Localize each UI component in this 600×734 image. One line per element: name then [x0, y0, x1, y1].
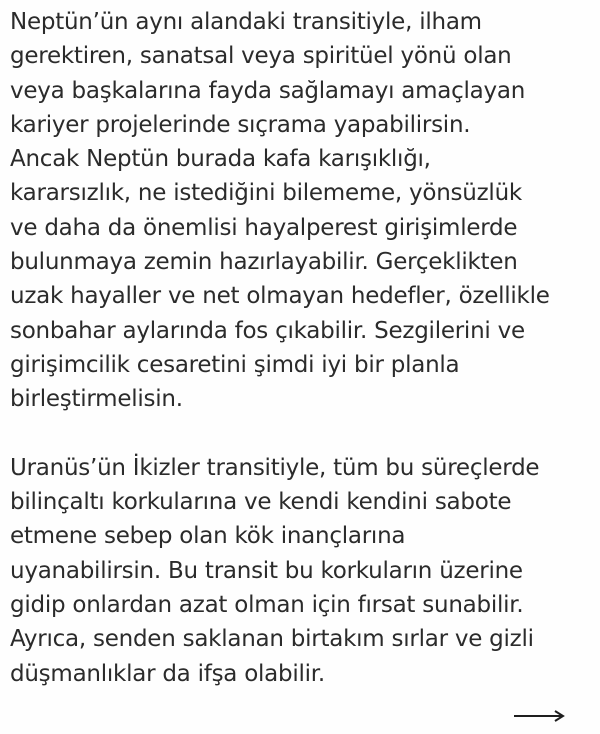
text-line: bilinçaltı korkularına ve kendi kendini sabote [10, 489, 512, 516]
next-page-button[interactable] [512, 708, 568, 724]
paragraph-uranus [10, 451, 595, 691]
text-line: ve daha da önemlisi hayalperest girişimlerde [10, 214, 518, 241]
text-line: etmene sebep olan kök inançlarına [10, 523, 406, 550]
text-line: bulunmaya zemin hazırlayabilir. Gerçeklikten [10, 249, 518, 276]
text-line: Ayrıca, senden saklanan birtakım sırlar ve gizli [10, 626, 534, 653]
text-line: uzak hayaller ve net olmayan hedefler, özellikle [10, 283, 550, 310]
right-arrow-icon [512, 708, 568, 724]
text-line: kariyer projelerinde sıçrama yapabilirsin. [10, 111, 471, 138]
text-line: veya başkalarına fayda sağlamayı amaçlayan [10, 77, 526, 104]
paragraph-neptune [10, 5, 595, 417]
text-line: kararsızlık, ne istediğini bilememe, yönsüzlük [10, 180, 522, 207]
text-line: uyanabilirsin. Bu transit bu korkuların üzerine [10, 557, 523, 584]
text-line: Neptün’ün aynı alandaki transitiyle, ilham [10, 9, 482, 35]
text-line: girişimcilik cesaretini şimdi iyi bir planla [10, 351, 460, 378]
text-line: gerektiren, sanatsal veya spiritüel yönü olan [10, 43, 512, 70]
text-line: düşmanlıklar da ifşa olabilir. [10, 660, 325, 687]
paragraph-spacer [10, 417, 595, 451]
text-line: gidip onlardan azat olman için fırsat sunabilir. [10, 592, 524, 619]
text-line: sonbahar aylarında fos çıkabilir. Sezgilerini ve [10, 317, 525, 344]
text-line: Ancak Neptün burada kafa karışıklığı, [10, 146, 431, 173]
article-body [10, 5, 595, 691]
text-line: Uranüs’ün İkizler transitiyle, tüm bu süreçlerde [10, 454, 540, 481]
text-line: birleştirmelisin. [10, 386, 183, 413]
